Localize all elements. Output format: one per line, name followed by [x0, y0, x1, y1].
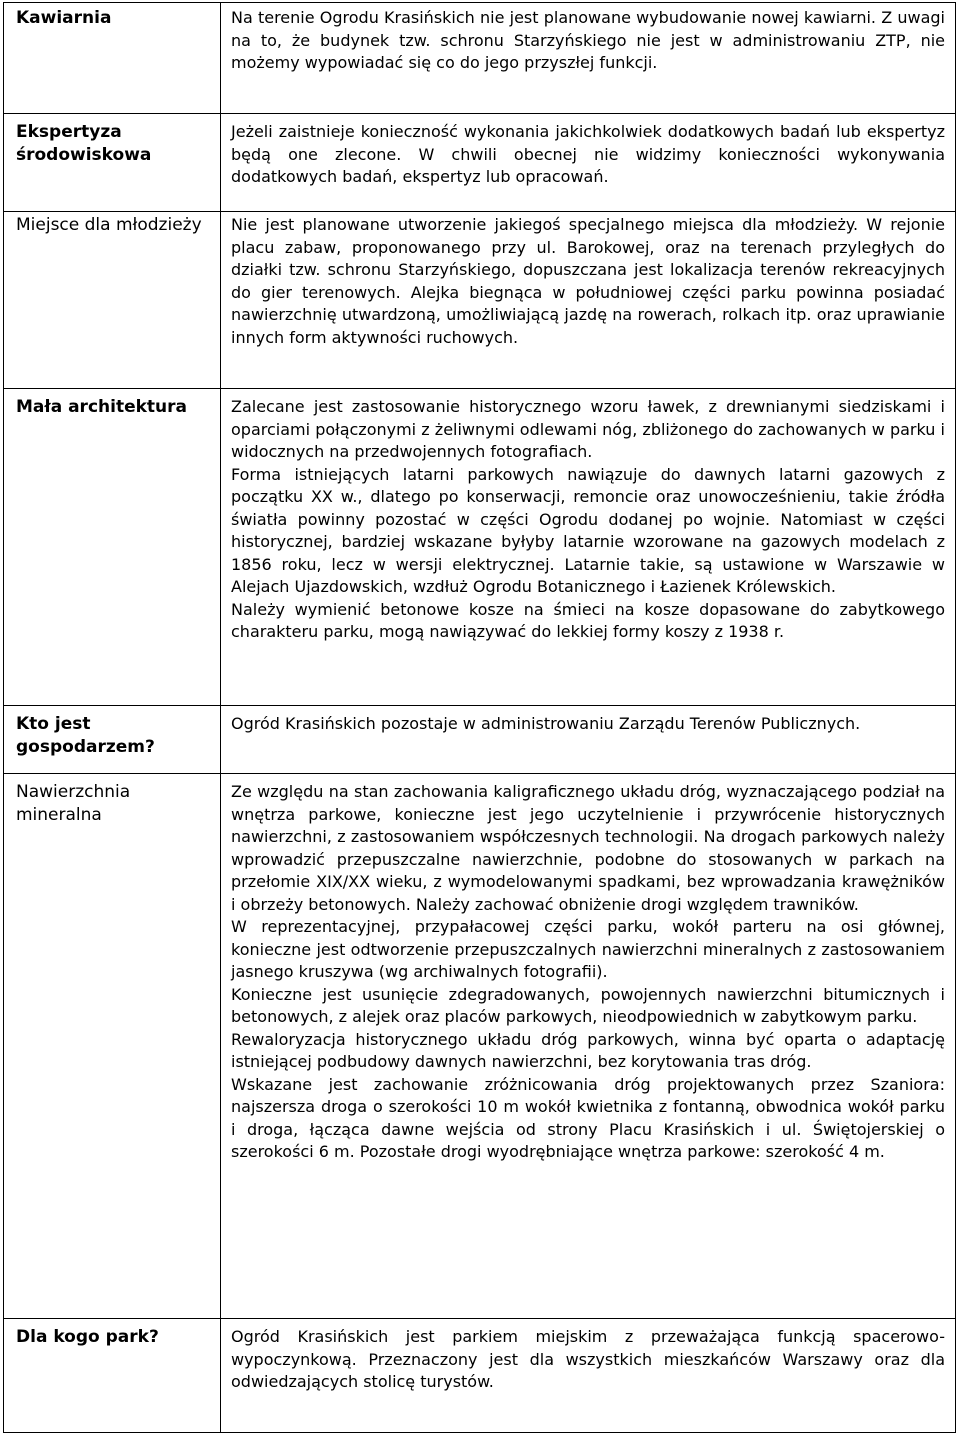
- paragraph: Nie jest planowane utworzenie jakiegoś specjalnego miejsca dla młodzieży. W rejonie placu zabaw, proponowanego przy ul. Barokowej, oraz na terenach przyległych do działki tzw. schronu Starzyńskiego, dopuszczana jest lokalizacja terenów rekreacyjnych do gier terenowych. Alejka biegnąca w południowej części parku powinna posiadać nawierzchnię utwardzoną, umożliwiającą jazdę na rowerach, rolkach itp. oraz uprawianie innych form aktywności ruchowych.: [231, 215, 945, 347]
- paragraph: Konieczne jest usunięcie zdegradowanych, powojennych nawierzchni bitumicznych i betonowych, z alejek oraz placów parkowych, nieodpowiednich w zabytkowym parku.: [231, 984, 945, 1026]
- paragraph: W reprezentacyjnej, przypałacowej części parku, wokół parteru na osi głównej, konieczne jest odtworzenie przepuszczalnych nawierzchni mineralnych z zastosowaniem jasnego kruszywa (wg archiwalnych fotografii).: [231, 917, 945, 981]
- row-content: [231, 214, 945, 349]
- row-content: [231, 7, 945, 75]
- table-row-kawiarnia: [4, 3, 955, 113]
- row-label: Mała architektura: [16, 397, 187, 417]
- row-label: Kto jest gospodarzem?: [16, 714, 155, 757]
- document-table: [3, 2, 956, 1433]
- paragraph: Wskazane jest zachowanie zróżnicowania dróg projektowanych przez Szaniora: najszersza droga o szerokości 10 m wokół kwietnika z fontanną, obwodnica wokół parku i droga, łącząca dawne wejścia od strony Placu Krasińskich i ul. Świętojerskiej o szerokości 6 m. Pozostałe drogi wyodrębniające wnętrza parkowe: szerokość 4 m.: [231, 1074, 945, 1161]
- paragraph: Jeżeli zaistnieje konieczność wykonania jakichkolwiek dodatkowych badań lub ekspertyz będą one zlecone. W chwili obecnej nie widzimy konieczności wykonywania dodatkowych badań, ekspertyz lub opracowań.: [231, 122, 945, 186]
- table-row-ekspertyza: [4, 113, 955, 212]
- row-label: Nawierzchnia mineralna: [16, 782, 131, 825]
- paragraph: Zalecane jest zastosowanie historycznego wzoru ławek, z drewnianymi siedziskami i oparciami połączonymi z żeliwnymi odlewami nóg, zbliżonego do zachowanych w parku i widocznych na przedwojennych fotografiach.: [231, 397, 945, 461]
- paragraph: Na terenie Ogrodu Krasińskich nie jest planowane wybudowanie nowej kawiarni. Z uwagi na to, że budynek tzw. schronu Starzyńskiego nie jest w administrowaniu ZTP, nie możemy wypowiadać się co do jego przyszłej funkcji.: [231, 8, 945, 72]
- row-content: [231, 396, 945, 644]
- table-row-mala-architektura: [4, 388, 955, 706]
- paragraph: Rewaloryzacja historycznego układu dróg parkowych, winna być oparta o adaptację istniejącej podbudowy dawnych nawierzchni, bez korytowania tras dróg.: [231, 1029, 945, 1071]
- row-label: Ekspertyza środowiskowa: [16, 122, 152, 165]
- row-content: [231, 713, 945, 736]
- table-row-miejsce-dla-mlodziezy: [4, 211, 955, 389]
- row-label: Kawiarnia: [16, 8, 112, 28]
- table-row-kto-jest-gospodarzem: [4, 705, 955, 774]
- paragraph: Ogród Krasińskich jest parkiem miejskim z przeważająca funkcją spacerowo-wypoczynkową. Przeznaczony jest dla wszystkich mieszkańców Warszawy oraz dla odwiedzających stolicę turystów.: [231, 1327, 945, 1391]
- row-content: [231, 781, 945, 1164]
- paragraph: Należy wymienić betonowe kosze na śmieci na kosze dopasowane do zabytkowego charakteru parku, mogą nawiązywać do lekkiej formy koszy z 1938 r.: [231, 599, 945, 641]
- paragraph: Ogród Krasińskich pozostaje w administrowaniu Zarządu Terenów Publicznych.: [231, 714, 861, 733]
- paragraph: Forma istniejących latarni parkowych nawiązuje do dawnych latarni gazowych z początku XX w., dlatego po konserwacji, remoncie oraz unowocześnieniu, takie źródła światła powinny pozostać w części Ogrodu dodanej po wojnie. Natomiast w części historycznej, bardziej wskazane byłyby latarnie wzorowane na gazowych modelach z 1856 roku, lecz w wersji elektrycznej. Latarnie takie, są ustawione w Warszawie w Alejach Ujazdowskich, wzdłuż Ogrodu Botanicznego i Łazienek Królewskich.: [231, 464, 945, 596]
- row-content: [231, 121, 945, 189]
- row-label: Miejsce dla młodzieży: [16, 215, 202, 235]
- row-content: [231, 1326, 945, 1394]
- table-row-dla-kogo-park: [4, 1318, 955, 1433]
- table-row-nawierzchnia-mineralna: [4, 773, 955, 1319]
- paragraph: Ze względu na stan zachowania kaligraficznego układu dróg, wyznaczającego podział na wnętrza parkowe, konieczne jest jego uczytelnienie i przywrócenie historycznych nawierzchni, z zastosowaniem współczesnych technologii. Na drogach parkowych należy wprowadzić przepuszczalne nawierzchnie, podobne do stosowanych w parkach na przełomie XIX/XX wieku, z wymodelowanymi spadkami, bez wprowadzania krawężników i obrzeży betonowych. Należy zachować obniżenie drogi względem trawników.: [231, 782, 945, 914]
- row-label: Dla kogo park?: [16, 1327, 159, 1347]
